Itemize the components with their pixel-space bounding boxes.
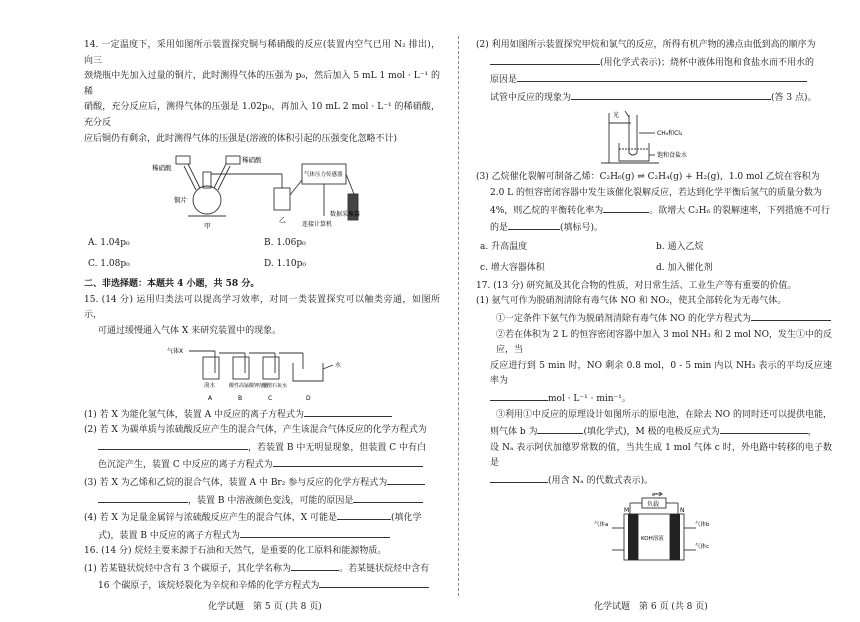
answer-blank[interactable] [508, 219, 560, 230]
fig-label-acid-right: 稀硝酸 [242, 156, 262, 165]
left-page [84, 38, 440, 595]
answer-blank[interactable] [240, 527, 390, 538]
q17-item-1: (1) 氨气可作为脱硝剂清除有毒气体 NO 和 NO₂，使其全部转化为无毒气体。 [476, 296, 787, 307]
fig-label-gas-b: 气体b [695, 522, 710, 529]
fig-label-bottle-b: 酸性高锰酸钾溶液 [229, 382, 270, 389]
footer-page-5: 化学试题 第 5 页 (共 8 页) [208, 602, 322, 612]
fig-label-gas-a: 气体a [594, 522, 609, 529]
answer-blank[interactable] [98, 492, 188, 503]
answer-blank[interactable] [720, 423, 808, 434]
answer-blank[interactable] [490, 472, 548, 483]
answer-blank[interactable] [490, 390, 548, 401]
page-divider [458, 36, 459, 596]
q15-item-3: (3) 若 X 为乙烯和乙烷的混合气体，装置 A 中 Br₂ 参与反应的化学方程式为 [84, 474, 440, 492]
answer-blank[interactable] [603, 202, 649, 213]
fig-label-load: 负载 [647, 501, 660, 509]
answer-blank[interactable] [537, 423, 583, 434]
answer-blank[interactable] [353, 492, 423, 503]
right-page: (2) 利用如图所示装置探究甲烷和氯气的反应，所得有机产物的沸点由低到高的顺序为 (用化学式表示)；烧杯中液体用饱和食盐水而不用水的 原因是 试管中反应的现象为 (答 3 点)。 光 CH₄和Cl₂ 饱和食盐水 (3) 乙烷催化裂解可制备乙烯：C₂H₆(g) ⇌ C₂H₄(g) + H₂(g)，1.0 mol 乙烷在容积为 2.0 L 的恒容密闭容器中发生该催化裂解反应，若达到化学平衡后氢气的质量分数为 4%，则乙烷的平衡转化率为 。欲增大 C₂H₆ 的裂解速率，下列措施不可行 的是 (填标号)。 a. 升高温度 b. 通入乙烷 c. 增大容器体积 d. 加入催化剂 17. (13 分) 研究氮及其化合物的性质，对日常生活、工业生产等有重要的价值。 (1) 氨气可作为脱硝剂清除有毒气体 NO 和 NO₂，使其全部转化为无毒气体。 ①一定条件下氨气作为脱硝剂清除有毒气体 NO 的化学方程式为 ②若在体积为 2 L 的恒容密闭容器中加入 3 mol NH₃ 和 2 mol NO，发生①中的反应，当 反应进行到 5 min 时，NO 剩余 0.8 mol，0 - 5 min 内以 NH₃ 表示的平均反应速率为 mol · L⁻¹ · min⁻¹。 ③利用①中反应的原理设计如图所示的原电池，在除去 NO 的同时还可以提供电能， 则气体 b 为 (填化学式)，M 极的电极反应式为 ， 设 Nₐ 表示阿伏加德罗常数的值，当共生成 1 mol 气体 c 时，外电路中转移的电子数是 (用含 Nₐ 的代数式表示)。 e⁻ 负载 M N 气体a 气体b 气体c KOH溶液 [476, 38, 832, 571]
fig-label-n: N [680, 507, 685, 515]
q14-options [84, 233, 440, 275]
option-a: A. 1.04p₀ [88, 238, 130, 249]
q17-intro: 17. (13 分) 研究氮及其化合物的性质，对日常生活、工业生产等有重要的价值。 [476, 280, 797, 291]
option-a: a. 升高温度 [480, 241, 528, 252]
option-b: b. 通入乙烷 [656, 241, 704, 252]
q14-line: 应后铜仍有剩余，此时测得气体的压强是(溶液的体积引起的压强变化忽略不计) [84, 133, 398, 144]
answer-blank[interactable] [98, 439, 248, 450]
q15-line: 15. (14 分) 运用归类法可以提高学习效率，对同一类装置探究可以触类旁通，如图所示， [84, 294, 440, 321]
fig-label-water: 水 [335, 361, 342, 369]
option-d: D. 1.10p₀ [264, 259, 307, 270]
fig-letter-a: A [208, 394, 213, 402]
fig-label-gas-x: 气体X [167, 347, 184, 355]
fig-label-electron: e⁻ [652, 492, 658, 499]
question-17: 17. (13 分) 研究氮及其化合物的性质，对日常生活、工业生产等有重要的价值。 (1) 氨气可作为脱硝剂清除有毒气体 NO 和 NO₂，使其全部转化为无毒气体。 ①一定条件下氨气作为脱硝剂清除有毒气体 NO 的化学方程式为 ②若在体积为 2 L 的恒容密闭容器中加入 3 mol NH₃ 和 2 mol NO，发生①中的反应，当 反应进行到 5 min 时，NO 剩余 0.8 mol，0 - 5 min 内以 NH₃ 表示的平均反应速率为 mol · L⁻¹ · min⁻¹。 ③利用①中反应的原理设计如图所示的原电池，在除去 NO 的同时还可以提供电能， 则气体 b 为 (填化学式)，M 极的电极反应式为 ， 设 Nₐ 表示阿伏加德罗常数的值，当共生成 1 mol 气体 c 时，外电路中转移的电子数是 (用含 Nₐ 的代数式表示)。 [476, 280, 833, 486]
fig-label-koh: KOH溶液 [641, 536, 664, 543]
fig-label-computer: 连接计算机 [302, 221, 333, 229]
answer-blank[interactable] [291, 560, 339, 571]
fig-label-tube: CH₄和Cl₂ [657, 130, 683, 138]
fig-label-collector: 数据采集器 [330, 211, 361, 219]
fig-label-bottle-c: 澄清石灰水 [262, 382, 288, 389]
pressure-apparatus-figure [152, 150, 372, 230]
q14-line: 颈烧瓶中先加入过量的铜片，此时测得气体的压强为 p₀，然后加入 5 mL 1 mol · L⁻¹ 的稀 [84, 71, 440, 97]
answer-blank[interactable] [387, 474, 425, 485]
gas-bottles-figure [167, 343, 357, 403]
fig-label-m: M [624, 507, 630, 515]
fig-label-light: 光 [613, 112, 620, 120]
answer-blank[interactable] [273, 456, 423, 467]
fig-label-yi: 乙 [279, 216, 286, 225]
answer-blank[interactable] [304, 406, 392, 417]
fig-label-bottle-a: 溴水 [204, 382, 216, 389]
q15-item-1: (1) 若 X 为能化氢气体，装置 A 中反应的离子方程式为 [84, 406, 440, 424]
methane-chlorine-figure [599, 109, 709, 167]
q16-intro: 16. (14 分) 烷烃主要来源于石油和天然气，是重要的化工原料和能源物质。 [84, 546, 387, 557]
fig-letter-c: C [268, 394, 273, 402]
fig-label-gas-c: 气体c [695, 544, 710, 551]
answer-blank[interactable] [517, 71, 807, 82]
q15-line: 可通过缓慢通入气体 X 来研究装置中的现象。 [98, 325, 282, 336]
option-c: C. 1.08p₀ [88, 259, 130, 270]
section-heading: 二、非选择题：本题共 4 小题，共 58 分。 [84, 279, 260, 290]
fig-letter-b: B [238, 394, 243, 402]
answer-blank[interactable] [490, 54, 600, 65]
q14-line: 硝酸，充分反应后，测得气体的压强是 1.02p₀，再加入 10 mL 2 mol · L⁻¹ 的稀硝酸，充分反 [84, 102, 440, 128]
answer-blank[interactable] [319, 577, 429, 588]
footer-page-6: 化学试题 第 6 页 (共 8 页) [594, 602, 708, 612]
fig-label-acid-left: 稀硝酸 [152, 164, 172, 173]
option-b: B. 1.06p₀ [264, 238, 306, 249]
q15-item-2: (2) 若 X 为碳单质与浓硫酸反应产生的混合气体，产生该混合气体反应的化学方程式为 [84, 425, 427, 436]
answer-blank[interactable] [571, 89, 771, 100]
answer-blank[interactable] [337, 509, 391, 520]
question-14 [84, 38, 440, 275]
option-c: c. 增大容器体积 [480, 262, 545, 273]
fig-label-sensor: 气体压力传感器 [304, 172, 343, 179]
fig-label-brine: 饱和食盐水 [657, 152, 688, 160]
q14-line: 14. 一定温度下，采用如图所示装置探究铜与稀硝酸的反应(装置内空气已用 N₂ 排出)，向三 [84, 40, 440, 66]
question-16: 16. (14 分) 烷烃主要来源于石油和天然气，是重要的化工原料和能源物质。 (1) 若某链状烷烃中含有 3 个碳原子，其化学名称为 。若某链状烷烃中含有 16 个碳原子，该烷烃裂化为辛烷和辛烯的化学方程式为 [84, 544, 440, 595]
fig-label-jia: 甲 [204, 222, 211, 231]
option-d: d. 加入催化剂 [656, 262, 713, 273]
question-15: 15. (14 分) 运用归类法可以提高学习效率，对同一类装置探究可以触类旁通，如图所示， 可通过缓慢通入气体 X 来研究装置中的现象。 气体X 水 溴水 酸性高锰酸钾溶液 澄清石灰水 A B C D (1) 若 X 为能化氢气体，装置 A 中反应的离子方程式为 (2) 若 X 为碳单质与浓硫酸反应产生的混合气体，产生该混合气体反应的化学方程式为 ，若装置 B 中无明显现象，但装置 C 中有白 色沉淀产生，装置 C 中反应的离子方程式为 (3) 若 X 为乙烯和乙烷的混合气体，装置 A 中 Br₂ 参与反应的化学方程式为 ，装置 B 中溶液颜色变浅，可能的原因是 (4) 若 X 为足量金属锌与浓硫酸反应产生的混合气体，X 可能是 (填化学 式)，装置 B 中反应的离子方程式为 [84, 294, 440, 541]
fig-label-copper: 铜片 [174, 196, 187, 205]
fuel-cell-figure [594, 492, 714, 568]
answer-blank[interactable] [751, 310, 831, 321]
q15-item-4: (4) 若 X 为足量金属锌与浓硫酸反应产生的混合气体，X 可能是 (填化学 [84, 509, 440, 527]
q16-3-options [476, 237, 832, 279]
fig-letter-d: D [306, 394, 311, 402]
